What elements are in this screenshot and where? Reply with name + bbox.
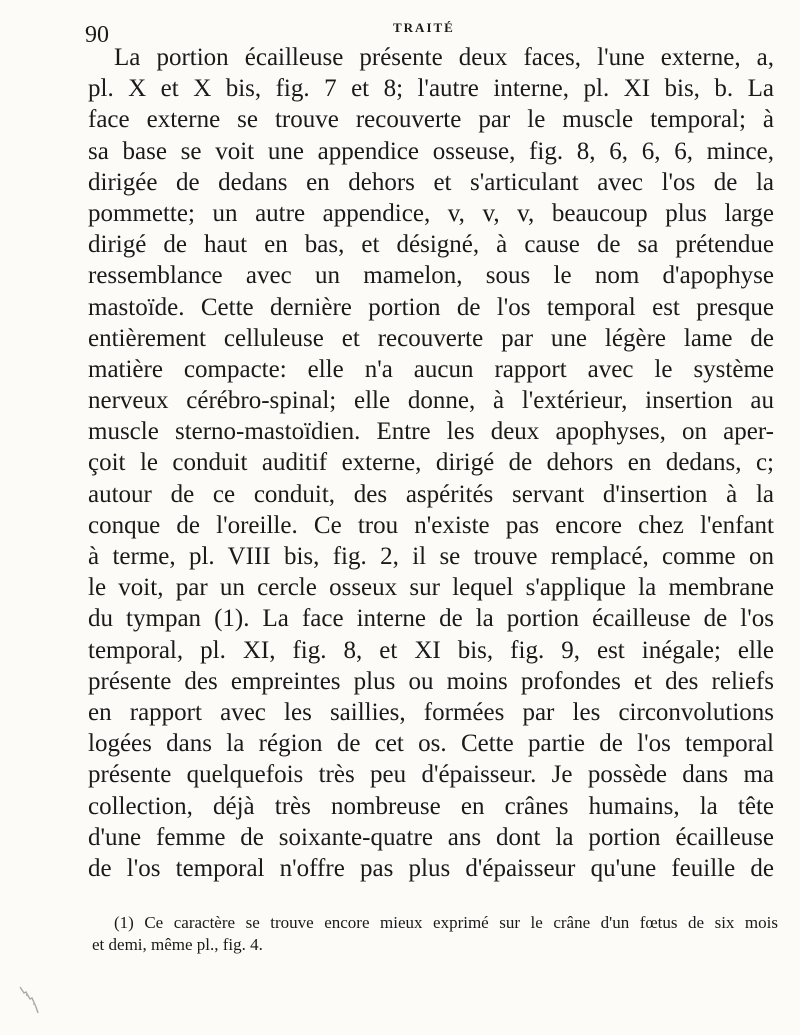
body-line: logées dans la région de cet os. Cette partie de l'os temporal (88, 730, 774, 758)
body-line: La portion écailleuse présente deux faces, l'une externe, a, (114, 44, 774, 71)
footnote (92, 912, 778, 956)
footnote-line: (1) Ce caractère se trouve encore mieux exprimé sur le crâne d'un fœtus de six mois (114, 913, 778, 932)
body-line: nerveux cérébro-spinal; elle donne, à l'extérieur, insertion au (88, 387, 774, 415)
body-line: conque de l'oreille. Ce trou n'existe pas encore chez l'enfant (88, 511, 774, 539)
body-line: présente quelquefois très peu d'épaisseur. Je possède dans ma (88, 761, 774, 789)
body-line: entièrement celluleuse et recouverte par une légère lame de (88, 324, 774, 352)
footnote-line: et demi, même pl., fig. 4. (92, 935, 263, 954)
body-line: pl. X et X bis, fig. 7 et 8; l'autre interne, pl. XI bis, b. La (88, 75, 774, 103)
body-line: sa base se voit une appendice osseuse, fig. 8, 6, 6, 6, mince, (88, 137, 774, 165)
body-line: collection, déjà très nombreuse en crânes humains, la tête (88, 792, 774, 820)
body-line: mastoïde. Cette dernière portion de l'os temporal est presque (88, 293, 774, 321)
body-line: çoit le conduit auditif externe, dirigé de dehors en dedans, c; (88, 449, 774, 477)
body-line: en rapport avec les saillies, formées par les circonvolutions (88, 698, 774, 726)
body-line: pommette; un autre appendice, v, v, v, beaucoup plus large (88, 199, 774, 227)
body-line: de l'os temporal n'offre pas plus d'épaisseur qu'une feuille de (88, 854, 774, 882)
body-line: face externe se trouve recouverte par le muscle temporal; à (88, 106, 774, 134)
body-line: matière compacte: elle n'a aucun rapport avec le système (88, 355, 774, 383)
running-title: TRAITÉ (393, 20, 455, 35)
body-line: du tympan (1). La face interne de la portion écailleuse de l'os (88, 605, 774, 633)
body-line: dirigé de haut en bas, et désigné, à cause de sa prétendue (88, 231, 774, 259)
body-line: présente des empreintes plus ou moins profondes et des reliefs (88, 667, 774, 695)
body-line: temporal, pl. XI, fig. 8, et XI bis, fig. 9, est inégale; elle (88, 636, 774, 664)
body-line: d'une femme de soixante-quatre ans dont la portion écailleuse (88, 823, 774, 851)
body-line: muscle sterno-mastoïdien. Entre les deux apophyses, on aper- (88, 418, 774, 446)
body-line: à terme, pl. VIII bis, fig. 2, il se trouve remplacé, comme on (88, 543, 774, 570)
paper-speck-decoration (18, 985, 40, 1015)
body-text (88, 42, 774, 884)
body-line: le voit, par un cercle osseux sur lequel s'applique la membrane (88, 574, 774, 602)
body-line: ressemblance avec un mamelon, sous le nom d'apophyse (88, 262, 774, 290)
body-line: autour de ce conduit, des aspérités servant d'insertion à la (88, 480, 774, 508)
body-line: dirigée de dedans en dehors et s'articulant avec l'os de la (88, 168, 774, 196)
page-number: 90 (85, 22, 109, 48)
